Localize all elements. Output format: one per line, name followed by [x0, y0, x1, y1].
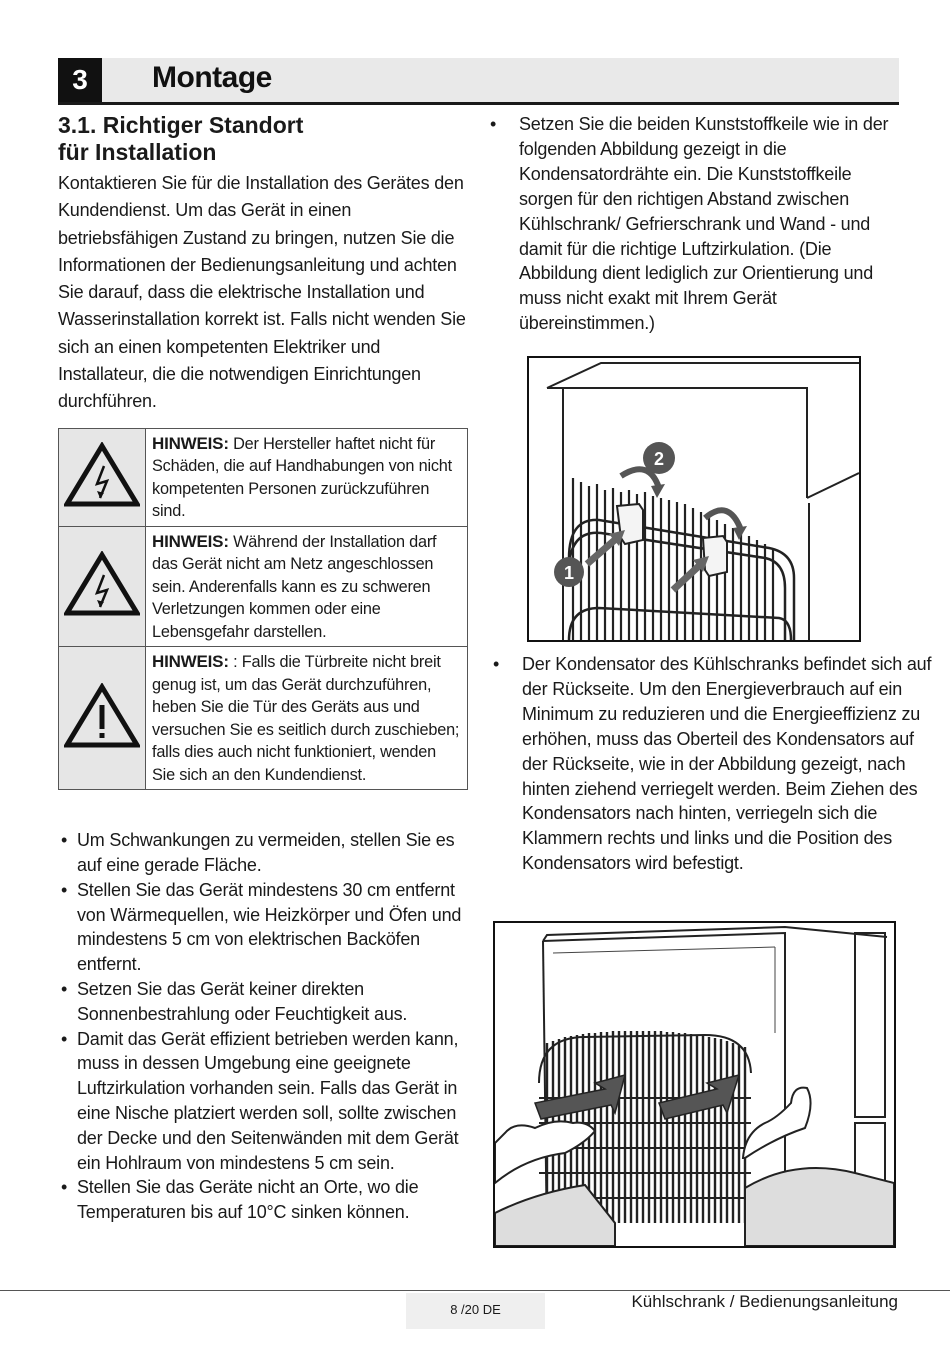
list-item [58, 1027, 470, 1176]
note-row [59, 647, 468, 790]
list-item [58, 1175, 470, 1225]
note-label: HINWEIS: [152, 433, 229, 453]
note-text [146, 526, 468, 647]
note-text [146, 647, 468, 790]
list-item-text: Damit das Gerät effizient betrieben werden kann, muss in dessen Umgebung eine geeignete Luftzirkulation vorhanden sein. Falls das Gerät in eine Nische platziert werden soll, sollte zwischen der Decke und den Seitenwänden mit dem Gerät ein Hohlraum von mindestens 5 cm sein. [77, 1028, 459, 1173]
bullet-dot: • [61, 1177, 68, 1198]
bullet-dot: • [490, 114, 497, 134]
bullet-dot: • [61, 978, 68, 999]
chapter-title: Montage [152, 61, 272, 94]
note-text [146, 428, 468, 526]
note-body: : Falls die Türbreite nicht breit genug ist, um das Gerät durchzuführen, heben Sie die Tür des Geräts aus und versuchen Sie es seitlich durch zuschieben; falls dies auch nicht funktioniert, wenden Sie sich an den Kundendienst. [152, 653, 460, 784]
note-row [59, 526, 468, 647]
list-item [58, 977, 470, 1027]
section-heading-line2: für Installation [58, 139, 217, 165]
list-item-text: Der Kondensator des Kühlschranks befindet sich auf der Rückseite. Um den Energieverbrauch auf ein Minimum zu reduzieren und die Energieeffizienz zu erhöhen, muss das Oberteil des Kondensators auf der Rückseite, wie in der Abbildung gezeigt, nach hinten ziehend verriegelt werden. Beim Ziehen des Kondensators nach hinten, verriegeln sich die Klammern rechts und links und die Position des Kondensators wird befestigt. [522, 654, 932, 874]
section-heading-line1: 3.1. Richtiger Standort [58, 112, 304, 138]
list-item-text: Stellen Sie das Geräte nicht an Orte, wo die Temperaturen bis auf 10°C sinken können. [77, 1177, 419, 1223]
list-item [491, 652, 942, 876]
note-label: HINWEIS: [152, 531, 229, 551]
left-column [58, 112, 470, 1225]
chapter-number: 3 [58, 58, 102, 102]
list-item-text: Stellen Sie das Gerät mindestens 30 cm entfernt von Wärmequellen, wie Heizkörper und Öfen und mindestens 5 cm von elektrischen Backöfen entfernt. [77, 879, 462, 975]
bullet-dot: • [61, 879, 68, 900]
wedge-installation-figure [527, 356, 861, 642]
condenser-lock-figure [493, 921, 896, 1248]
chapter-header [58, 58, 899, 105]
callout-2: 2 [653, 449, 665, 469]
intro-paragraph: Kontaktieren Sie für die Installation des Gerätes den Kundendienst. Um das Gerät in einen betriebsfähigen Zustand zu bringen, nutzen Sie die Informationen der Bedienungsanleitung und achten Sie darauf, dass die elektrische Installation und Wasserinstallation korrekt ist. Falls nicht wenden Sie sich an einen kompetenten Elektriker und Installateur, die die notwendigen Einrichtungen durchführen. [58, 173, 466, 412]
notes-table [58, 428, 468, 791]
list-item-text: Setzen Sie das Gerät keiner direkten Sonnenbestrahlung oder Feuchtigkeit aus. [77, 978, 408, 1024]
electric-warning-icon [59, 526, 146, 647]
list-item-text: Setzen Sie die beiden Kunststoffkeile wie in der folgenden Abbildung gezeigt in die Kondensatordrähte ein. Die Kunststoffkeile sorgen für den richtigen Abstand zwischen Kühlschrank/ Gefrierschrank und Wand - und damit für die richtige Luftzirkulation. (Die Abbildung dient lediglich zur Orientierung und muss nicht exakt mit Ihrem Gerät übereinstimmen.) [519, 114, 889, 334]
bullet-dot: • [61, 1028, 68, 1049]
document-title: Kühlschrank / Bedienungsanleitung [631, 1292, 898, 1311]
note-body: Der Hersteller haftet nicht für Schäden, die auf Handhabungen von nicht kompetenten Personen zurückzuführen sind. [152, 434, 452, 521]
bullet-dot: • [493, 654, 500, 674]
page-number: 8 /20 DE [406, 1293, 545, 1329]
right-column [488, 112, 908, 336]
general-warning-icon [59, 647, 146, 790]
section-heading [58, 112, 470, 166]
note-body: Während der Installation darf das Gerät nicht am Netz angeschlossen sein. Anderenfalls kann es zu schweren Verletzungen kommen oder eine Lebensgefahr darstellen. [152, 532, 437, 641]
list-item [58, 828, 470, 878]
callout-1: 1 [563, 563, 575, 583]
list-item [488, 112, 908, 336]
bullet-dot: • [61, 830, 68, 851]
bullet-list [58, 828, 470, 1225]
footer-divider [0, 1290, 950, 1291]
list-item-text: Um Schwankungen zu vermeiden, stellen Sie es auf eine gerade Fläche. [77, 830, 455, 875]
note-row [59, 428, 468, 526]
list-item [58, 878, 470, 977]
electric-warning-icon [59, 428, 146, 526]
note-label: HINWEIS: [152, 652, 229, 672]
